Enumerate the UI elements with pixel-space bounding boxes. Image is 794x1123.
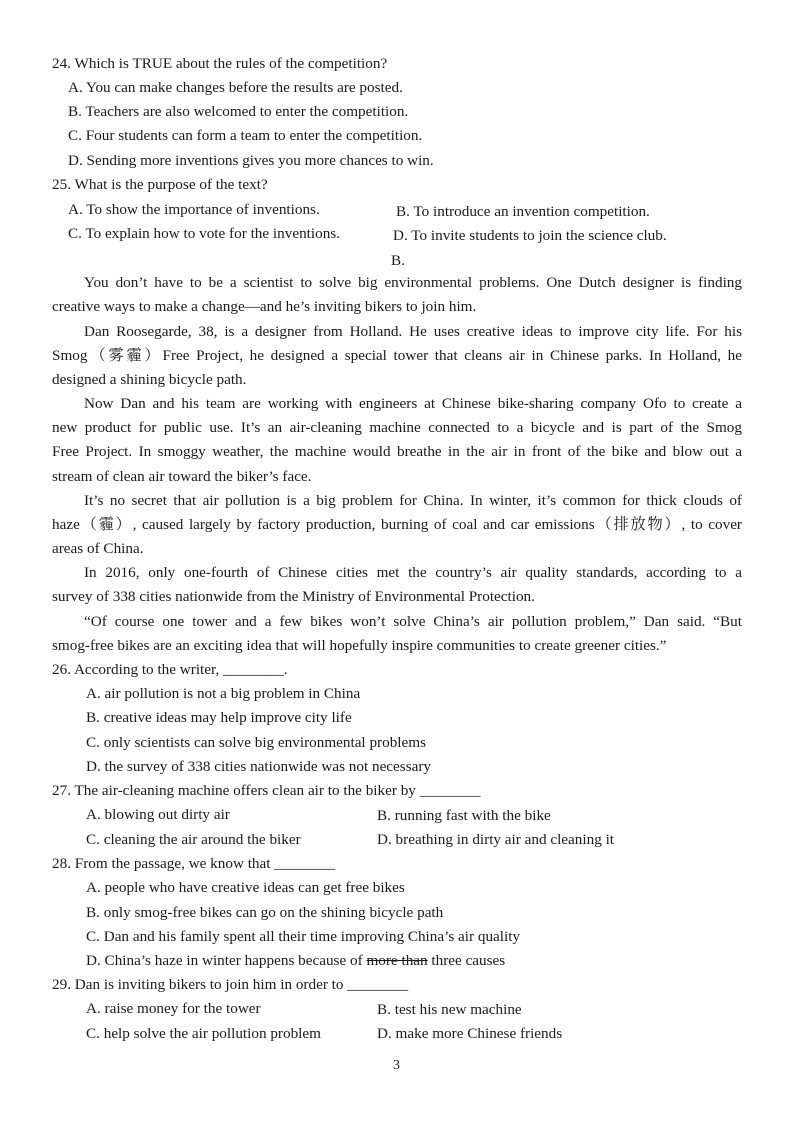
- passage-p5-line2: survey of 338 cities nationwide from the Ministry of Environmental Protection.: [52, 588, 535, 605]
- q28-option-d: [86, 951, 505, 971]
- q27-option-a: A. blowing out dirty air: [86, 806, 230, 823]
- q25-stem: 25. What is the purpose of the text?: [52, 176, 268, 193]
- passage-p5-line1: In 2016, only one-fourth of Chinese cities met the country’s air quality standards, according to a: [84, 564, 742, 581]
- q27-option-d: D. breathing in dirty air and cleaning it: [377, 831, 615, 848]
- q26-option-d: D. the survey of 338 cities nationwide was not necessary: [86, 758, 432, 775]
- passage-p4-line1: It’s no secret that air pollution is a big problem for China. In winter, it’s common for thick clouds of: [84, 492, 742, 509]
- q24-stem: 24. Which is TRUE about the rules of the competition?: [52, 55, 388, 72]
- q29-stem: 29. Dan is inviting bikers to join him in order to ________: [52, 976, 409, 993]
- q29-option-c: C. help solve the air pollution problem: [86, 1025, 321, 1042]
- passage-p1-line2: creative ways to make a change—and he’s inviting bikers to join him.: [52, 298, 477, 315]
- q27-stem: 27. The air-cleaning machine offers clean air to the biker by ________: [52, 782, 481, 799]
- q29-option-a: A. raise money for the tower: [86, 1000, 261, 1017]
- q24-option-a: A. You can make changes before the results are posted.: [68, 79, 403, 96]
- passage-p2-line2: Smog（雾霾）Free Project, he designed a special tower that cleans air in Chinese parks. In Holland, he: [52, 347, 742, 364]
- q28-option-b: B. only smog-free bikes can go on the shining bicycle path: [86, 904, 444, 921]
- q25-option-c: C. To explain how to vote for the inventions.: [68, 225, 340, 242]
- q25-option-b: B. To introduce an invention competition.: [396, 203, 650, 220]
- passage-p2-line3: designed a shining bicycle path.: [52, 371, 247, 388]
- passage-p3-line4: stream of clean air toward the biker’s face.: [52, 468, 312, 485]
- q26-option-b: B. creative ideas may help improve city life: [86, 709, 352, 726]
- q24-option-c: C. Four students can form a team to enter the competition.: [68, 127, 423, 144]
- q29-option-d: D. make more Chinese friends: [377, 1025, 563, 1042]
- q28-option-d-struck-text: more than: [366, 952, 428, 969]
- passage-p4-line3: areas of China.: [52, 540, 144, 557]
- passage-p2-line1: Dan Roosegarde, 38, is a designer from Holland. He uses creative ideas to improve city life. For his: [84, 323, 742, 340]
- q26-option-c: C. only scientists can solve big environmental problems: [86, 734, 426, 751]
- q27-option-c: C. cleaning the air around the biker: [86, 831, 301, 848]
- q26-option-a: A. air pollution is not a big problem in China: [86, 685, 361, 702]
- section-label: B.: [391, 252, 405, 269]
- q29-option-b: B. test his new machine: [377, 1001, 522, 1018]
- q28-option-c: C. Dan and his family spent all their time improving China’s air quality: [86, 928, 521, 945]
- q25-option-d: D. To invite students to join the science club.: [393, 227, 667, 244]
- passage-p6-line1: “Of course one tower and a few bikes won’t solve China’s air pollution problem,” Dan said. “But: [84, 613, 742, 630]
- q27-option-b: B. running fast with the bike: [377, 807, 551, 824]
- passage-p4-line2: haze（霾）, caused largely by factory production, burning of coal and car emissions（排放物）, to cover: [52, 516, 742, 533]
- q28-option-d-text-before: D. China’s haze in winter happens because of: [86, 952, 367, 969]
- page-number: 3: [393, 1058, 400, 1073]
- q25-option-a: A. To show the importance of inventions.: [68, 201, 320, 218]
- passage-p3-line2: new product for public use. It’s an air-cleaning machine connected to a bicycle and is part of the Smog: [52, 419, 742, 436]
- q24-option-b: B. Teachers are also welcomed to enter the competition.: [68, 103, 409, 120]
- q28-stem: 28. From the passage, we know that ________: [52, 855, 336, 872]
- passage-p3-line3: Free Project. In smoggy weather, the machine would breathe in the air in front of the bike and blow out a: [52, 443, 742, 460]
- q24-option-d: D. Sending more inventions gives you more chances to win.: [68, 152, 434, 169]
- passage-p3-line1: Now Dan and his team are working with engineers at Chinese bike-sharing company Ofo to create a: [84, 395, 742, 412]
- q28-option-d-text-after: three causes: [427, 952, 506, 969]
- passage-p6-line2: smog-free bikes are an exciting idea that will hopefully inspire communities to create greener cities.”: [52, 637, 667, 654]
- passage-p1-line1: You don’t have to be a scientist to solve big environmental problems. One Dutch designer is finding: [84, 274, 742, 291]
- q26-stem: 26. According to the writer, ________.: [52, 661, 288, 678]
- q28-option-a: A. people who have creative ideas can get free bikes: [86, 879, 405, 896]
